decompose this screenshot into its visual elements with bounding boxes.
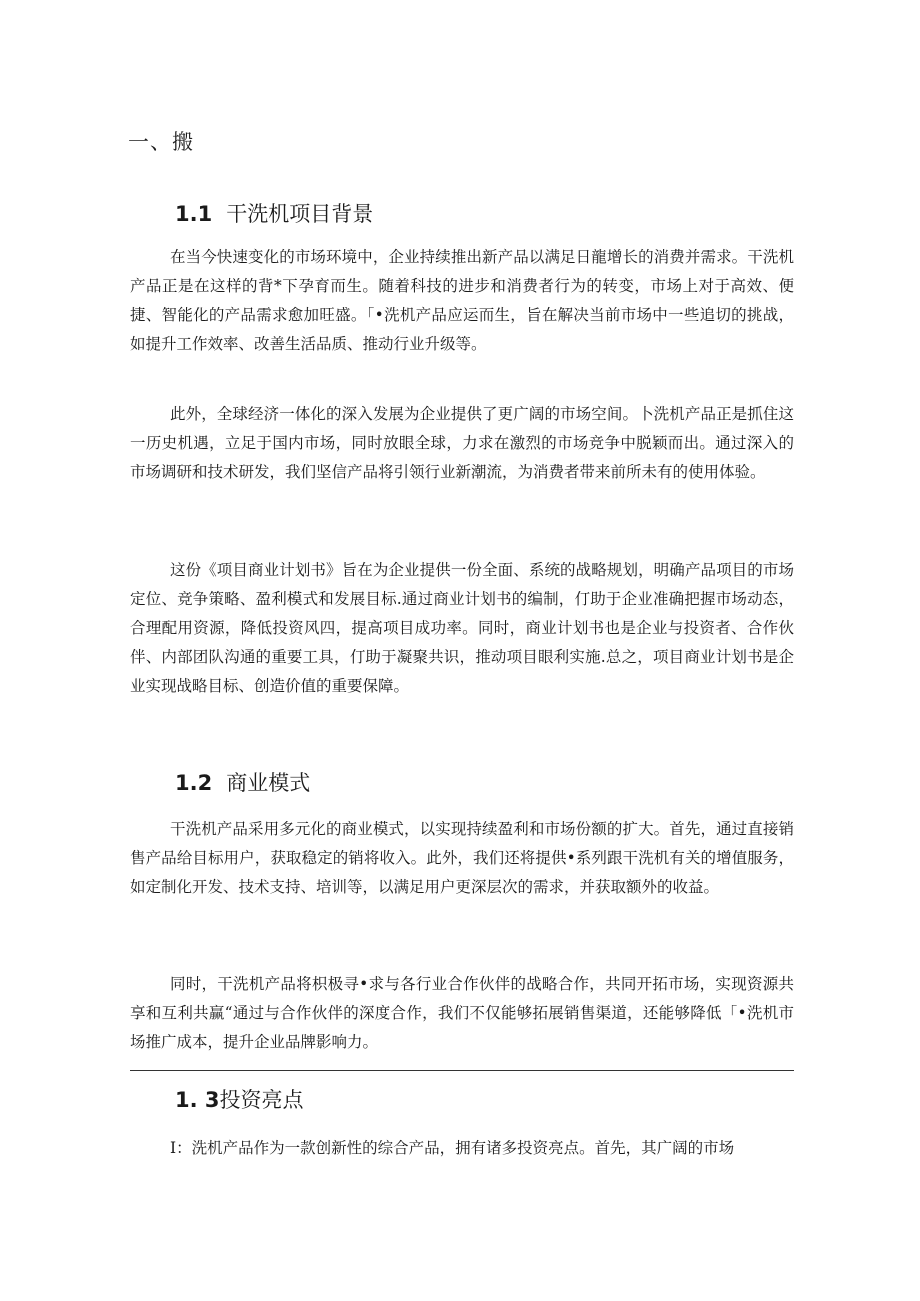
section-number: 1. 3: [175, 1088, 220, 1112]
paragraph: 同时，干洗机产品将枳极寻•求与各行业合作伙伴的战略合作，共同开拓市场，实现资源共享和互利共赢“通过与合作伙伴的深度合作，我们不仅能够拓展销售渠道，还能够降低「•洗机市场推广成本，提升企业品牌影响力。: [130, 975, 794, 1051]
paragraph: 这份《项目商业计划书》旨在为企业提供一份全面、系统的战略规划，明确产品项目的市场定位、竞争策略、盈利模式和发展目标.通过商业计划书的编制，仃助于企业准确把握市场动态，合理配用资源，降低投资风四，提高项目成功率。同时，商业计划书也是企业与投资者、合作伙伴、内部团队沟通的重要工具，仃助于凝聚共识，推动项目眼利实施.总之，项目商业计划书是企业实现战略目标、创造价值的重要保障。: [130, 561, 794, 695]
section-title: 商业模式: [226, 771, 311, 795]
paragraph: I：洗机产品作为一款创新性的综合产品，拥有诸多投资亮点。首先，其广阔的市场: [170, 1139, 735, 1157]
section-heading-1-1: [175, 198, 373, 228]
horizontal-rule: [130, 1070, 794, 1071]
chapter-title: 一、搬: [128, 130, 194, 154]
section-title: 投资亮点: [219, 1088, 304, 1112]
paragraph: 此外，全球经济一体化的深入发展为企业提供了更广阔的市场空间。卜洗机产品正是抓住这一历史机遇，立足于国内市场，同时放眼全球，力求在激烈的市场竞争中脱颖而出。通过深入的市场调研和技术研发，我们坚信产品将引领行业新潮流，为消费者带来前所未有的使用体验。: [130, 405, 794, 481]
section-number: 1.2: [175, 771, 213, 795]
section-heading-1-2: [175, 767, 310, 797]
paragraph: 干洗机产品采用多元化的商业模式，以实现持续盈利和市场份额的扩大。首先，通过直接销售产品给目标用户，获取稳定的销将收入。此外，我们还将提供•系列跟干洗机有关的增值服务，如定制化开发、技术支持、培训等，以满足用户更深层次的需求，并获取额外的收益。: [130, 820, 794, 896]
section-title: 干洗机项目背景: [226, 202, 374, 226]
section-heading-1-3: [175, 1084, 304, 1114]
section-number: 1.1: [175, 202, 213, 226]
paragraph: 在当今快速变化的市场环境中，企业持续推出新产品以满足日龍增长的消费并需求。干洗机产品正是在这样的背*下孕育而生。随着科技的进步和消费者行为的转变，市场上对于高效、便捷、智能化的产品需求愈加旺盛。「•洗机产品应运而生，旨在解决当前市场中一些追切的挑战，如提升工作效率、改善生活品质、推动行业升级等。: [130, 248, 794, 353]
